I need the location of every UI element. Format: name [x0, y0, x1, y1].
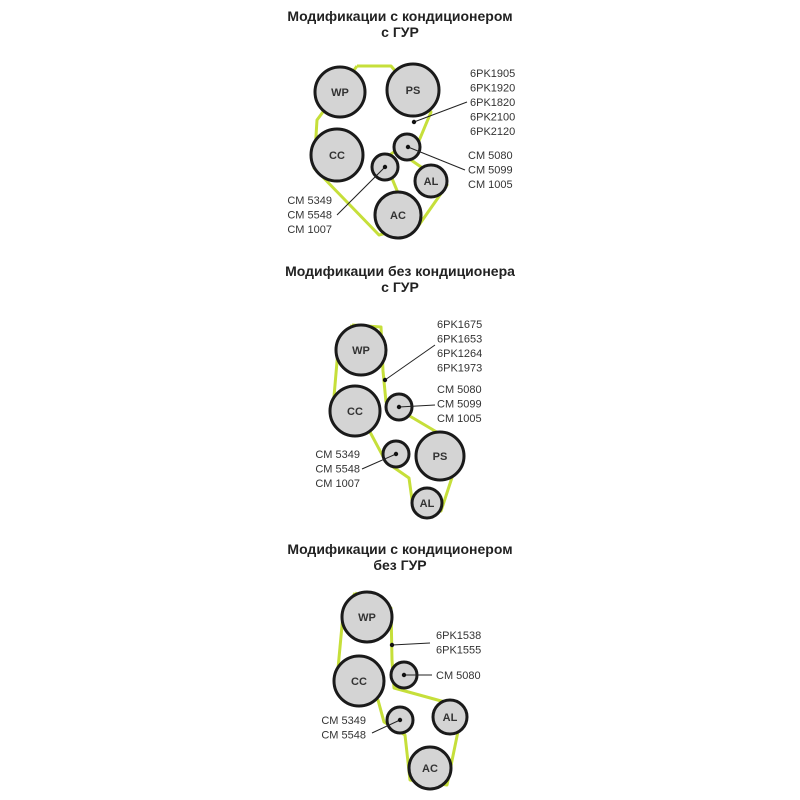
pulley-label-ps: PS: [432, 450, 448, 463]
pulley-label-al: AL: [423, 175, 439, 188]
leader-dot: [383, 378, 387, 382]
part-number-label: CM 5349: [321, 714, 366, 727]
leader-dot: [394, 452, 398, 456]
part-number-label: CM 5548: [315, 463, 360, 476]
pulley-label-wp: WP: [331, 86, 349, 99]
part-number-label: CM 5099: [437, 398, 482, 411]
part-number-label: 6PK1264: [437, 347, 483, 360]
pulley-label-wp: WP: [358, 611, 376, 624]
pulley-label-ac: AC: [422, 762, 438, 775]
pulley-label-cc: CC: [347, 405, 363, 418]
leader-dot: [412, 120, 416, 124]
part-number-label: 6PK1973: [437, 362, 483, 375]
part-number-label: 6PK1920: [470, 82, 516, 95]
leader-dot: [402, 673, 406, 677]
belt-diagram-3: [321, 592, 481, 789]
part-number-label: CM 5080: [436, 669, 481, 682]
part-number-label: CM 5080: [468, 149, 513, 162]
pulley-label-al: AL: [442, 711, 458, 724]
leader-dot: [390, 643, 394, 647]
part-number-label: 6PK1905: [470, 67, 516, 80]
leader-dot: [397, 405, 401, 409]
leader-line: [385, 345, 435, 380]
title-line: Модификации с кондиционером: [287, 8, 513, 24]
pulley-label-ps: PS: [405, 84, 421, 97]
pulley-label-al: AL: [419, 497, 435, 510]
part-number-label: 6PK1555: [436, 644, 482, 657]
title-line: без ГУР: [373, 557, 427, 573]
title-line: Модификации с кондиционером: [287, 541, 513, 557]
part-number-label: CM 1007: [315, 477, 360, 490]
pulley-label-cc: CC: [329, 149, 345, 162]
part-number-label: CM 5349: [315, 448, 360, 461]
pulley-label-wp: WP: [352, 344, 370, 357]
pulley-label-ac: AC: [390, 209, 406, 222]
part-number-label: 6PK1653: [437, 333, 483, 346]
leader-dot: [383, 165, 387, 169]
part-number-label: 6PK1538: [436, 629, 482, 642]
part-number-label: 6PK2120: [470, 125, 516, 138]
title-line: Модификации без кондиционера: [285, 263, 515, 279]
part-number-label: CM 5349: [287, 194, 332, 207]
part-number-label: CM 5548: [287, 209, 332, 222]
part-number-label: 6PK1675: [437, 318, 483, 331]
leader-line: [392, 643, 430, 645]
leader-dot: [398, 718, 402, 722]
pulley-label-cc: CC: [351, 675, 367, 688]
part-number-label: CM 5099: [468, 164, 513, 177]
belt-diagram-1: [287, 64, 515, 238]
belt-diagram-2: [315, 319, 482, 518]
part-number-label: 6PK2100: [470, 111, 516, 124]
part-number-label: CM 5080: [437, 383, 482, 396]
part-number-label: CM 5548: [321, 729, 366, 742]
title-line: с ГУР: [381, 24, 419, 40]
title-line: с ГУР: [381, 279, 419, 295]
part-number-label: 6PK1820: [470, 96, 516, 109]
part-number-label: CM 1005: [437, 412, 482, 425]
leader-dot: [406, 145, 410, 149]
part-number-label: CM 1007: [287, 223, 332, 236]
part-number-label: CM 1005: [468, 178, 513, 191]
